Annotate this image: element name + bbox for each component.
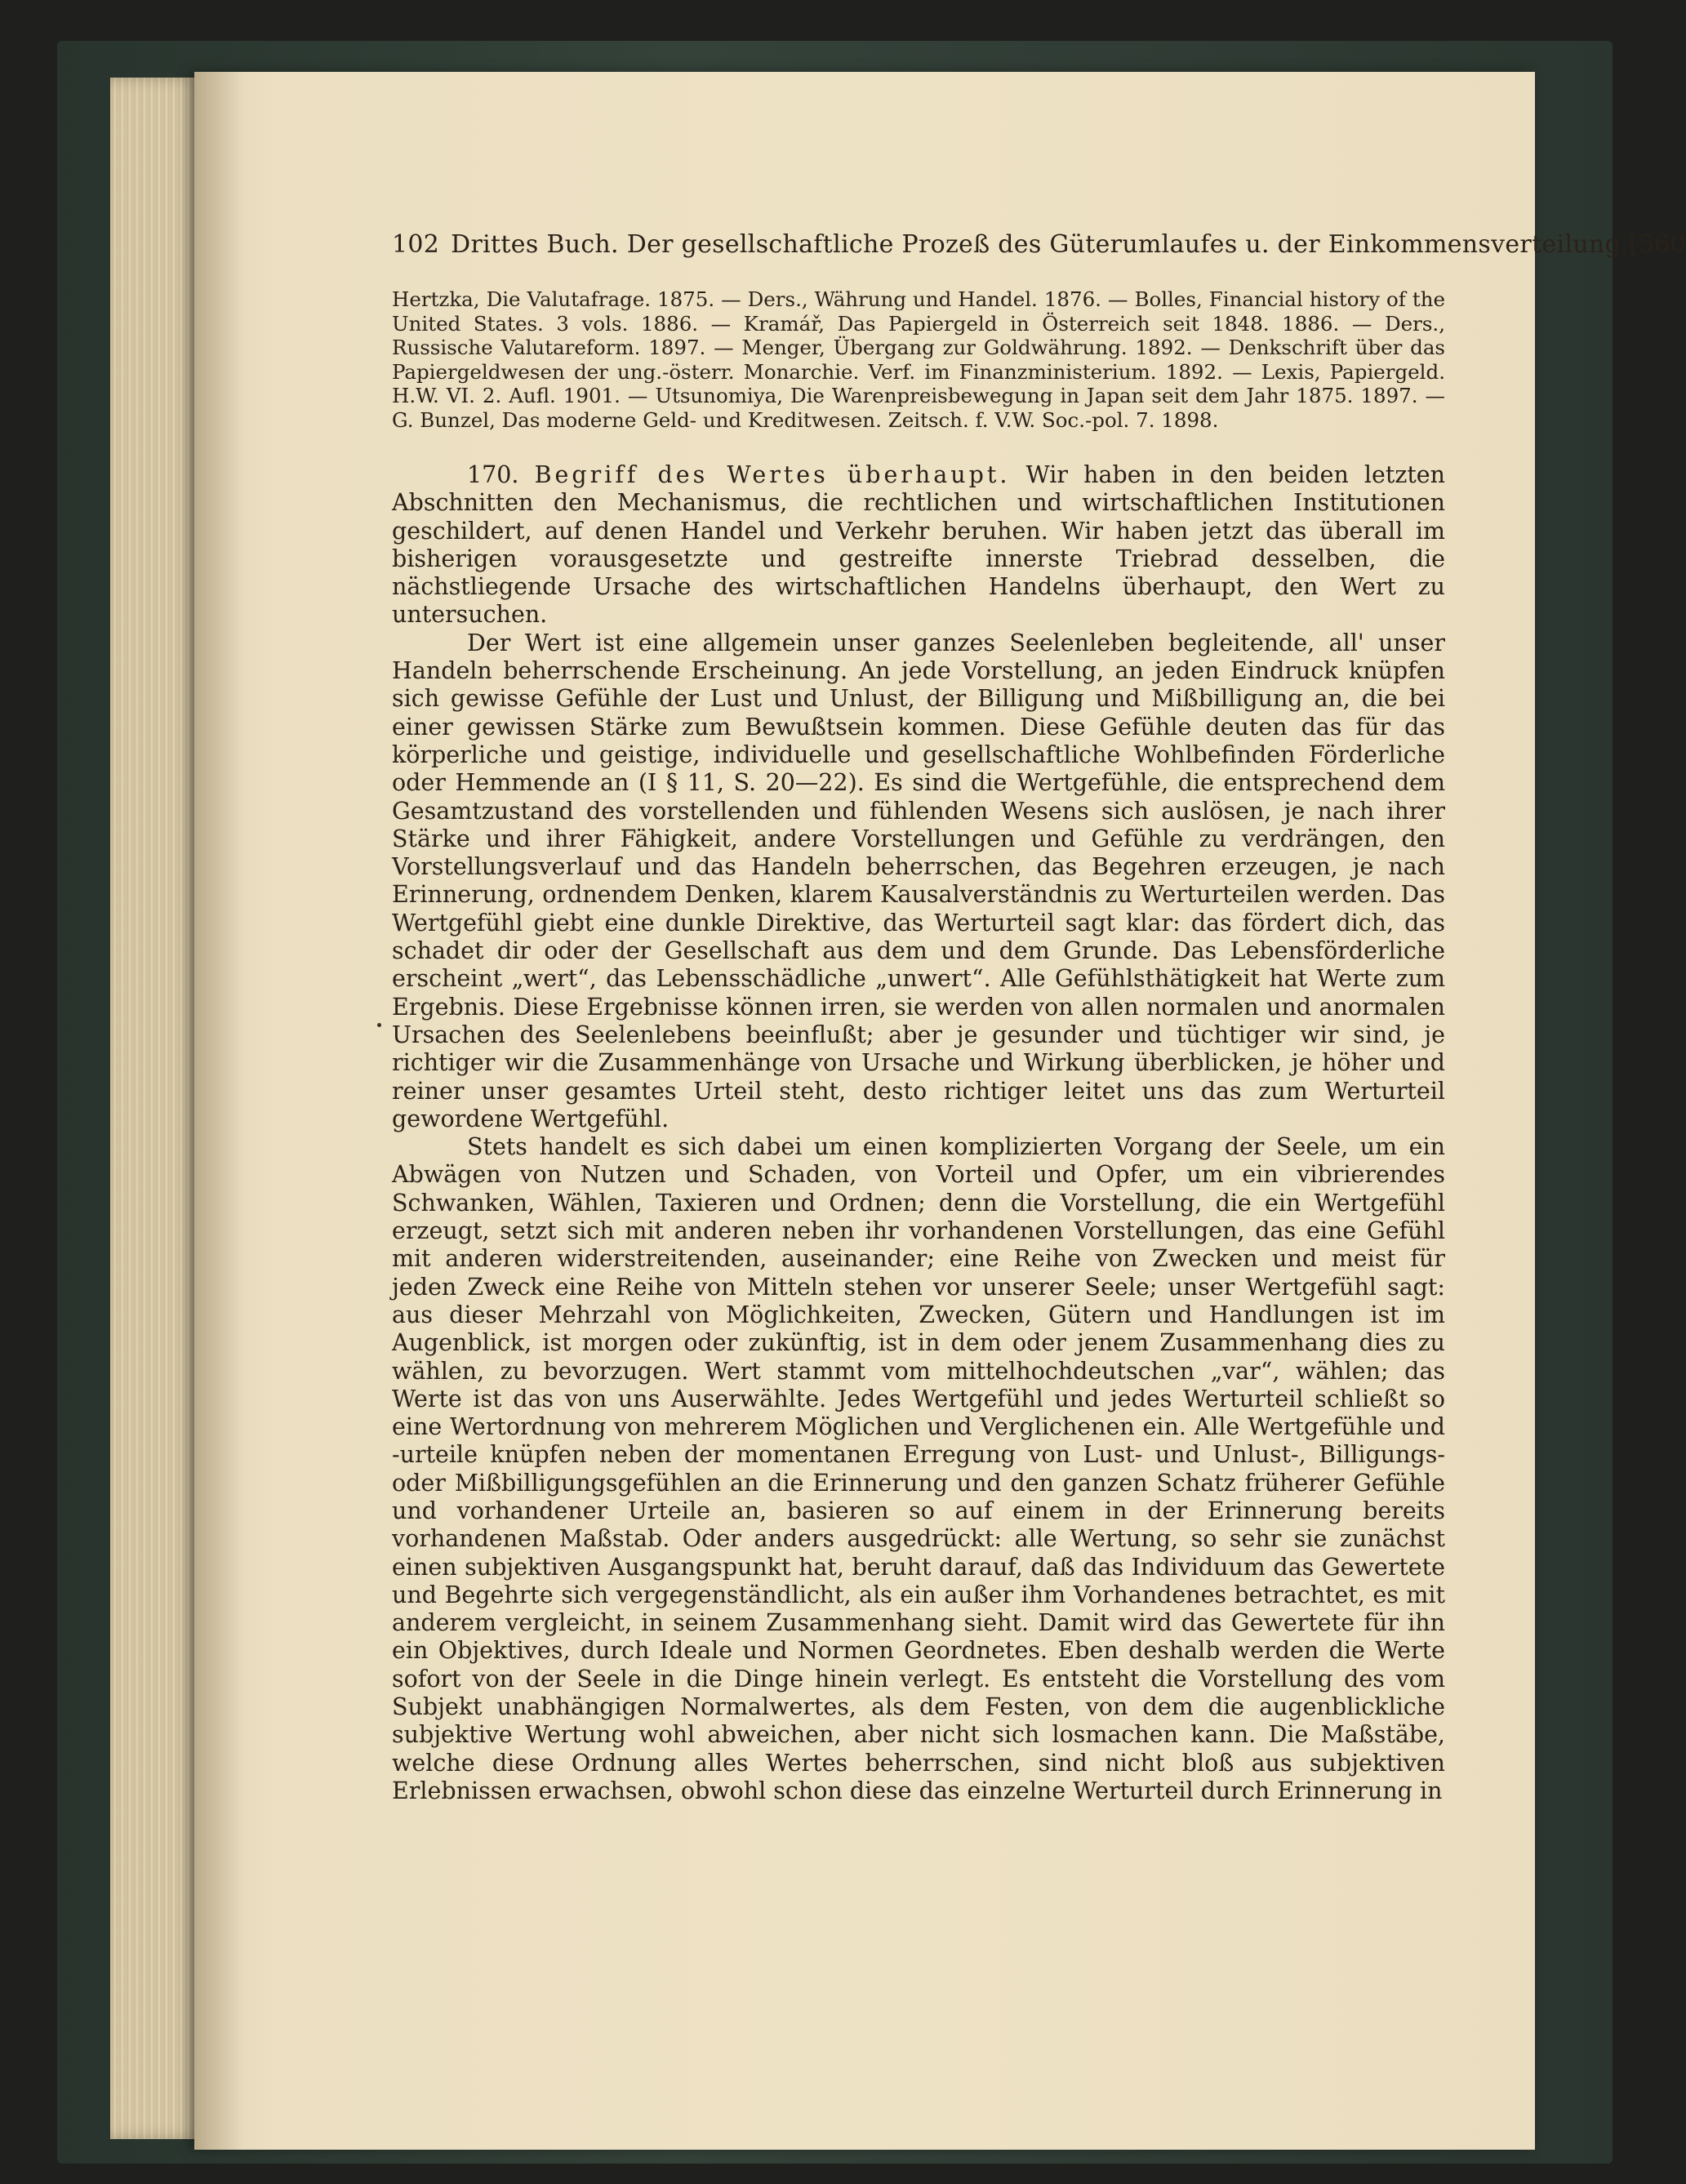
section-paragraph	[392, 461, 1445, 629]
margin-mark	[377, 1023, 381, 1027]
paragraph: Der Wert ist eine allgemein unser ganzes Seelenleben begleitende, all' unser Handeln beherrschende Erscheinung. An jede Vorstellung, an jeden Eindruck knüpfen sich gewisse Gefühle der Lust und Unlust, der Billigung und Mißbilligung an, die bei einer gewissen Stärke zum Bewußtsein kommen. Diese Gefühle deuten das für das körperliche und geistige, individuelle und gesellschaftliche Wohlbefinden Förderliche oder Hemmende an (I § 11, S. 20—22). Es sind die Wertgefühle, die entsprechend dem Gesamtzustand des vorstellenden und fühlenden Wesens sich auslösen, je nach ihrer Stärke und ihrer Fähigkeit, andere Vorstellungen und Gefühle zu verdrängen, den Vorstellungsverlauf und das Handeln beherrschen, das Begehren erzeugen, je nach Erinnerung, ordnendem Denken, klarem Kausalverständnis zu Werturteilen werden. Das Wertgefühl giebt eine dunkle Direktive, das Werturteil sagt klar: das fördert dich, das schadet dir oder der Gesellschaft aus dem und dem Grunde. Das Lebensförderliche erscheint „wert“, das Lebensschädliche „unwert“. Alle Gefühlsthätigkeit hat Werte zum Ergebnis. Diese Ergebnisse können irren, sie werden von allen normalen und anormalen Ursachen des Seelenlebens beeinflußt; aber je gesunder und tüchtiger wir sind, je richtiger wir die Zusammenhänge von Ursache und Wirkung überblicken, je höher und reiner unser gesamtes Urteil steht, desto richtiger leitet uns das zum Werturteil gewordene Wertgefühl.	[392, 629, 1445, 1132]
section-marker: [560	[1628, 230, 1686, 259]
running-header	[392, 229, 1686, 261]
section-intro-text: Wir haben in den beiden letzten Abschnitten den Mechanismus, die rechtlichen und wirtschaftlichen Institutionen geschildert, auf denen Handel und Verkehr beruhen. Wir haben jetzt das überall im bisherigen vorausgesetzte und gestreifte innerste Triebrad desselben, die nächstliegende Ursache des wirtschaftlichen Handelns überhaupt, den Wert zu untersuchen.	[392, 461, 1446, 629]
section-heading: Begriff des Wertes überhaupt.	[534, 461, 1011, 488]
page-number: 102	[392, 230, 440, 259]
page-edges	[110, 78, 200, 2139]
section-number: 170.	[467, 461, 519, 488]
page-text	[392, 229, 1686, 1805]
paragraph: Stets handelt es sich dabei um einen komplizierten Vorgang der Seele, um ein Abwägen von Nutzen und Schaden, von Vorteil und Opfer, um ein vibrierendes Schwanken, Wählen, Taxieren und Ordnen; denn die Vorstellung, die ein Wertgefühl erzeugt, setzt sich mit anderen neben ihr vorhandenen Vorstellungen, das eine Gefühl mit anderen widerstreitenden, auseinander; eine Reihe von Zwecken und meist für jeden Zweck eine Reihe von Mitteln stehen vor unserer Seele; unser Wertgefühl sagt: aus dieser Mehrzahl von Möglichkeiten, Zwecken, Gütern und Handlungen ist im Augenblick, ist morgen oder zukünftig, ist in dem oder jenem Zusammenhang dies zu wählen, zu bevorzugen. Wert stammt vom mittelhochdeutschen „var“, wählen; das Werte ist das von uns Auserwählte. Jedes Wertgefühl und jedes Werturteil schließt so eine Wertordnung von mehrerem Möglichen und Verglichenen ein. Alle Wertgefühle und -urteile knüpfen neben der momentanen Erregung von Lust- und Unlust-, Billigungs- oder Mißbilligungsgefühlen an die Erinnerung und den ganzen Schatz früherer Gefühle und vorhandener Urteile an, basieren so auf einem in der Erinnerung bereits vorhandenen Maßstab. Oder anders ausgedrückt: alle Wertung, so sehr sie zunächst einen subjektiven Ausgangspunkt hat, beruht darauf, daß das Individuum das Gewertete und Begehrte sich vergegenständlicht, als ein außer ihm Vorhandenes betrachtet, es mit anderem vergleicht, in seinem Zusammenhang sieht. Damit wird das Gewertete für ihn ein Objektives, durch Ideale und Normen Geordnetes. Eben deshalb werden die Werte sofort von der Seele in die Dinge hinein verlegt. Es entsteht die Vorstellung des vom Subjekt unabhängigen Normalwertes, als dem Festen, von dem die augenblickliche subjektive Wertung wohl abweichen, aber nicht sich losmachen kann. Die Maßstäbe, welche diese Ordnung alles Wertes beherrschen, sind nicht bloß aus subjektiven Erlebnissen erwachsen, obwohl schon diese das einzelne Werturteil durch Erinnerung in	[392, 1133, 1445, 1804]
bibliography-references: Hertzka, Die Valutafrage. 1875. — Ders., Währung und Handel. 1876. — Bolles, Financial history of the United States. 3 vols. 1886. — Kramář, Das Papiergeld in Österreich seit 1848. 1886. — Ders., Russische Valutareform. 1897. — Menger, Übergang zur Goldwährung. 1892. — Denkschrift über das Papiergeldwesen der ung.-österr. Monarchie. Verf. im Finanzministerium. 1892. — Lexis, Papiergeld. H.W. VI. 2. Aufl. 1901. — Utsunomiya, Die Warenpreisbewegung in Japan seit dem Jahr 1875. 1897. — G. Bunzel, Das moderne Geld- und Kreditwesen. Zeitsch. f. V.W. Soc.-pol. 7. 1898.	[392, 287, 1445, 432]
gutter-shadow	[194, 72, 243, 2150]
running-title: Drittes Buch. Der gesellschaftliche Prozeß des Güterumlaufes u. der Einkommensverteilung.	[451, 230, 1629, 259]
body-text	[392, 461, 1445, 1805]
